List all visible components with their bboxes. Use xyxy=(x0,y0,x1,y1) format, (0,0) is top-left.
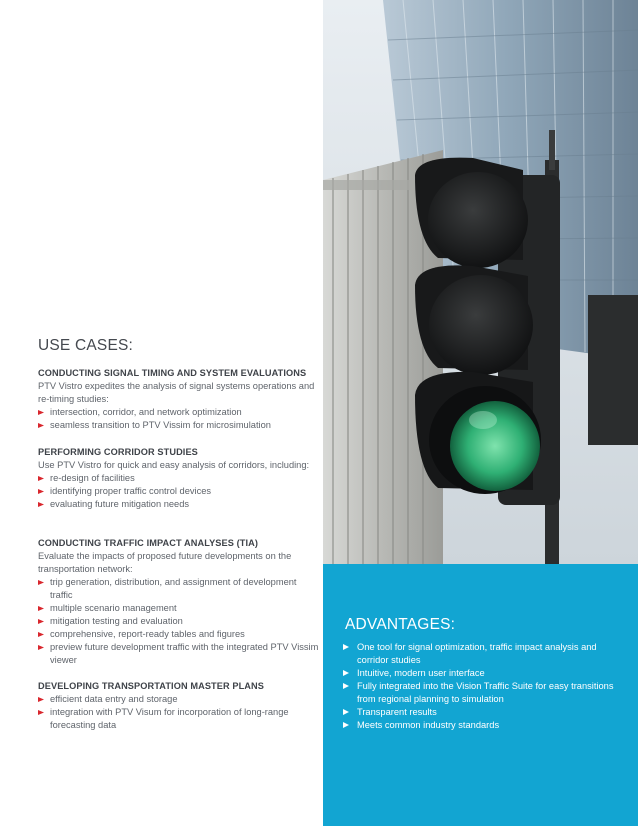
advantages-item-text: One tool for signal optimization, traffic impact analysis and corridor studies xyxy=(357,642,597,665)
use-case-signal-timing xyxy=(38,367,320,432)
advantages-item-text: Intuitive, modern user interface xyxy=(357,668,485,678)
traffic-light-photo xyxy=(323,0,638,564)
list-item-text: preview future development traffic with the integrated PTV Vissim viewer xyxy=(50,642,319,665)
arrow-bullet-icon xyxy=(38,489,44,494)
list-item-text: mitigation testing and evaluation xyxy=(50,616,183,626)
list-item-text: identifying proper traffic control devices xyxy=(50,486,212,496)
list-item xyxy=(38,576,320,602)
advantages-item xyxy=(343,680,623,706)
arrow-bullet-icon xyxy=(38,502,44,507)
advantages-title: ADVANTAGES: xyxy=(345,616,456,633)
section-heading: PERFORMING CORRIDOR STUDIES xyxy=(38,447,198,457)
use-case-traffic-impact xyxy=(38,537,320,667)
use-case-corridor-studies xyxy=(38,446,320,511)
arrow-bullet-icon xyxy=(343,683,349,689)
list-item xyxy=(38,406,320,419)
list-item-text: evaluating future mitigation needs xyxy=(50,499,190,509)
traffic-light-illustration xyxy=(323,0,638,564)
arrow-bullet-icon xyxy=(38,410,44,415)
advantages-item xyxy=(343,641,623,667)
list-item xyxy=(38,419,320,432)
list-item-text: trip generation, distribution, and assignment of development traffic xyxy=(50,577,297,600)
arrow-bullet-icon xyxy=(38,619,44,624)
section-intro: Evaluate the impacts of proposed future developments on the transportation network: xyxy=(38,551,292,574)
list-item-text: efficient data entry and storage xyxy=(50,694,178,704)
advantages-item-text: Transparent results xyxy=(357,707,437,717)
advantages-item xyxy=(343,719,623,732)
list-item xyxy=(38,693,320,706)
section-list xyxy=(38,406,320,432)
use-case-master-plans xyxy=(38,680,320,732)
arrow-bullet-icon xyxy=(38,580,44,585)
arrow-bullet-icon xyxy=(38,645,44,650)
list-item xyxy=(38,706,320,732)
advantages-list xyxy=(343,641,623,732)
arrow-bullet-icon xyxy=(38,423,44,428)
section-heading: DEVELOPING TRANSPORTATION MASTER PLANS xyxy=(38,681,265,691)
arrow-bullet-icon xyxy=(38,710,44,715)
section-list xyxy=(38,693,320,732)
section-intro: Use PTV Vistro for quick and easy analysis of corridors, including: xyxy=(38,460,310,470)
list-item xyxy=(38,485,320,498)
list-item xyxy=(38,602,320,615)
arrow-bullet-icon xyxy=(343,670,349,676)
arrow-bullet-icon xyxy=(38,476,44,481)
arrow-bullet-icon xyxy=(38,697,44,702)
list-item xyxy=(38,498,320,511)
section-heading: CONDUCTING TRAFFIC IMPACT ANALYSES (TIA) xyxy=(38,538,259,548)
list-item-text: re-design of facilities xyxy=(50,473,135,483)
advantages-item xyxy=(343,706,623,719)
section-intro: PTV Vistro expedites the analysis of signal systems operations and re-timing studies: xyxy=(38,381,315,404)
arrow-bullet-icon xyxy=(38,606,44,611)
advantages-item xyxy=(343,667,623,680)
list-item-text: comprehensive, report-ready tables and figures xyxy=(50,629,245,639)
section-heading: CONDUCTING SIGNAL TIMING AND SYSTEM EVALUATIONS xyxy=(38,368,307,378)
list-item-text: multiple scenario management xyxy=(50,603,177,613)
arrow-bullet-icon xyxy=(38,632,44,637)
section-list xyxy=(38,472,320,511)
list-item xyxy=(38,472,320,485)
arrow-bullet-icon xyxy=(343,644,349,650)
list-item xyxy=(38,615,320,628)
list-item xyxy=(38,628,320,641)
section-list xyxy=(38,576,320,667)
list-item-text: integration with PTV Visum for incorporation of long-range forecasting data xyxy=(50,707,289,730)
list-item-text: intersection, corridor, and network optimization xyxy=(50,407,242,417)
arrow-bullet-icon xyxy=(343,722,349,728)
arrow-bullet-icon xyxy=(343,709,349,715)
use-cases-title: USE CASES: xyxy=(38,337,134,354)
advantages-panel xyxy=(323,564,638,826)
advantages-item-text: Meets common industry standards xyxy=(357,720,500,730)
list-item-text: seamless transition to PTV Vissim for microsimulation xyxy=(50,420,271,430)
list-item xyxy=(38,641,320,667)
advantages-item-text: Fully integrated into the Vision Traffic Suite for easy transitions from regional planning to simulation xyxy=(357,681,614,704)
